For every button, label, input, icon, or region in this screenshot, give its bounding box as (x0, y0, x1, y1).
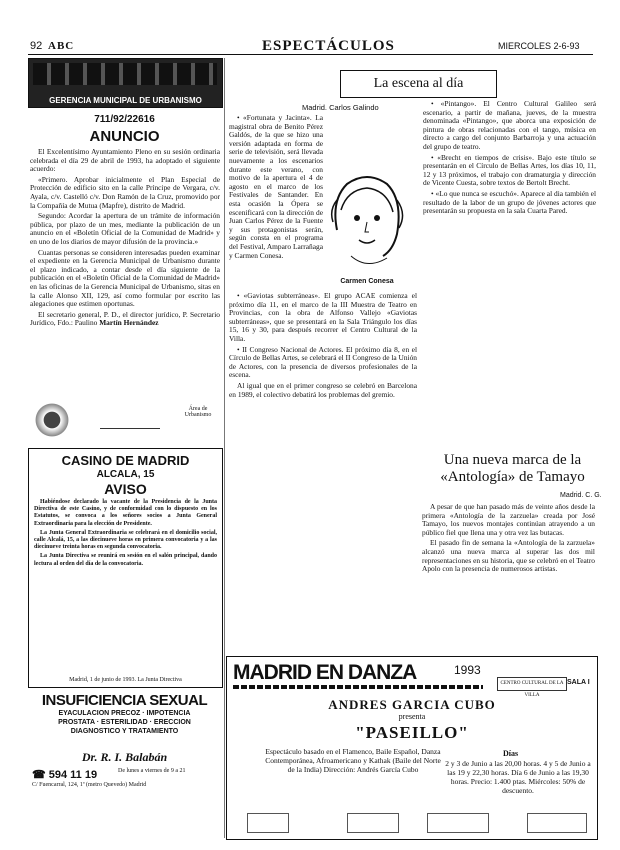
article-headline: La escena al día (340, 70, 497, 98)
seal-text: Área de Urbanismo (184, 406, 212, 418)
article-paragraph: • «Lo que nunca se escuchó». Aparece al dia también el resultado de la labor de un grupo de jóvenes actores que presentarán su propuesta en la sala Cuarta Pared. (423, 188, 596, 216)
announcement-reference: 711/92/22616 (94, 114, 155, 125)
clinic-hours: De lunes a viernes de 9 a 21 (118, 768, 186, 774)
festival-year: 1993 (454, 663, 481, 677)
performer-name: ANDRES GARCIA CUBO (328, 697, 496, 712)
presents-label: presenta (398, 712, 426, 721)
article-paragraph: • II Congreso Nacional de Actores. El próximo día 8, en el Círculo de Bellas Artes, se celebrará el II Congreso de la Unión de Actores, con la presencia de diversos profesionales de la escena. (229, 344, 417, 380)
article-paragraph: El pasado fin de semana la «Antología de la zarzuela» alcanzó una nueva marca al superar las dos mil representaciones en su historia, que se celebró en el Teatro Apolo con la presencia de numerosos artistas. (422, 538, 595, 574)
sponsor-logo-icon (247, 813, 289, 833)
article-paragraph: • «Brecht en tiempos de crisis». Bajo este título se presentarán en el Círculo de Bellas Artes, los días 10, 11, 12 y 13 próximos, el trabajo con dramaturgia y dirección de Vicente Cuesta, sobre textos de Bertolt Brecht. (423, 152, 596, 188)
secretary-text: El secretario general, P. D., el director jurídico, P. Secretario Jurídico, Fdo.: Paulino (30, 309, 220, 328)
announcement-paragraph: Segundo: Acordar la apertura de un trámite de información pública, por plazo de un mes, mediante la publicación de un anuncio en el «Boletín Oficial de la Comunidad de Madrid» y en uno de los diarios de mayor difusión de la provincia.» (30, 211, 220, 246)
page-number: 92 (30, 40, 43, 52)
urbanismo-caption: GERENCIA MUNICIPAL DE URBANISMO (49, 96, 202, 105)
casino-address: ALCALA, 15 (96, 469, 155, 480)
article-byline: Madrid. Carlos Galindo (302, 103, 379, 112)
casino-subtitle: AVISO (104, 481, 147, 497)
clinic-phone: ☎ 594 11 19 (32, 769, 98, 781)
venue-hall: SALA I (567, 679, 590, 686)
casino-paragraph: La Junta Directiva se reunirá en sesión en el salón principal, dando lectura al orden del día de la convocatoria. (34, 553, 217, 567)
article-paragraph: • «Fortunata y Jacinta». La magistral obra de Benito Pérez Galdós, de la que se hizo una versión adaptada en forma de serie de televisión, será llevada nuevamente a los escenarios durante este verano, con motivo de la apertura el 4 de agosto en el marco de los Festivales de Santander. En esta ocasión la Ópera se escenificará con la dirección de Juan Carlos Pérez de la Fuente y sus protagonistas serán, según consta en el programa del Festival, Amparo Larrañaga y Carmen Conesa. (229, 113, 323, 260)
festival-name: MADRID EN DANZA (233, 661, 417, 684)
column-divider (224, 58, 225, 838)
city-seal-icon (34, 400, 70, 440)
clinic-subtitle: DIAGNOSTICO Y TRATAMIENTO (70, 728, 179, 735)
article-paragraph: Al igual que en el primer congreso se celebró en Barcelona en 1989, el colectivo debatirá los problemas del gremio. (229, 380, 417, 399)
second-article-byline: Madrid. C. G. (560, 492, 602, 499)
sponsor-logo-icon (527, 813, 587, 833)
handwritten-signature (100, 408, 160, 429)
announcement-title: ANUNCIO (89, 128, 160, 145)
madrid-danza-ad (226, 656, 598, 840)
show-description: Espectáculo basado en el Flamenco, Baile Español, Danza Contemporánea, Afroamericano y Kathak (Baile del Norte de la India) Dirección: Andrés García Cubo (265, 747, 441, 774)
article-paragraph: • «Gaviotas subterráneas». El grupo ACAE comienza el próximo día 11, en el marco de la III Muestra de Teatro en Provincias, con la obra de Alfonso Vallejo «Gaviotas subterráneas», que se presentará en la Sala Triángulo los días 15, 16 y 30, para después recorrer el Centro Cultural de la Villa. (229, 291, 417, 343)
signature-seal (30, 398, 220, 444)
second-article-headline: Una nueva marca de la «Antología» de Tamayo (440, 452, 585, 485)
clinic-subtitle: PROSTATA · ESTERILIDAD · ERECCION (58, 719, 191, 726)
second-article-body (422, 503, 595, 576)
announcement-paragraph: Cuantas personas se consideren interesadas pueden examinar el expediente en la Gerencia Municipal de Urbanismo durante el plazo indicado, a contar desde el día siguiente de la publicación en el «Boletín Oficial de la Comunidad de Madrid» en las oficinas de la Gerencia Municipal de Urbanismo, sitas en la calle Alonso XII, 129, así como formular por escrito las alegaciones que estimen oportunas. (30, 247, 220, 309)
clinic-title: INSUFICIENCIA SEXUAL (41, 692, 208, 709)
casino-paragraph: Habiéndose declarado la vacante de la Presidencia de la Junta Directiva de este Casino, y de conformidad con lo dispuesto en los Estatutos, se convoca a los señores socios a Junta General Extraordinaria para la elección de Presidente. (34, 499, 217, 527)
announcement-paragraph (30, 311, 220, 328)
announcement-paragraph: El Excelentísimo Ayuntamiento Pleno en su sesión ordinaria celebrada el día 29 de abril de 1993, ha adoptado el siguiente acuerdo: (30, 147, 220, 174)
sponsor-logo-icon (347, 813, 399, 833)
signer-name: Martín Hernández (99, 318, 159, 328)
casino-paragraph: La Junta General Extraordinaria se celebrará en el domicilio social, calle Alcalá, 15, a las diecinueve horas en primera convocatoria y a las diecinueve treinta horas en segunda convocatoria. (34, 529, 217, 551)
article-column-narrow (229, 114, 323, 262)
show-title: "PASEILLO" (355, 723, 469, 742)
caricature-caption: Carmen Conesa (340, 278, 394, 285)
article-paragraph: • «Pintango». El Centro Cultural Galileo será escenario, a partir de mañana, jueves, de la muestra denominada «Pintango», que aborca una exposición de pintura de obras relacionadas con el tango, música en directo a cargo del conjunto Barbarroja y una actuación del grupo de teatro. (423, 99, 596, 151)
article-column-mid (229, 292, 417, 401)
clinic-address: C/ Fuencarral, 124, 1ª (metro Quevedo) Madrid (32, 782, 147, 788)
article-paragraph: A pesar de que han pasado más de veinte años desde la primera «Antología de la zarzuela» creada por José Tamayo, los nuevos montajes continúan atrayendo a un público fiel que llena una y otra vez las butacas. (422, 502, 595, 537)
urbanismo-logo-ad (28, 58, 223, 108)
carmen-conesa-caricature (327, 170, 407, 276)
announcement-body (30, 148, 220, 330)
header-rule (28, 54, 593, 55)
show-schedule: 2 y 3 de Junio a las 20,00 horas. 4 y 5 de Junio a las 19 y 22,30 horas. Día 6 de Junio a las 19,30 horas. Precio: 1.400 ptas. Miércoles: 50% de descuento. (445, 759, 591, 795)
section-title: ESPECTÁCULOS (262, 38, 395, 54)
announcement-paragraph: «Primero. Aprobar inicialmente el Plan Especial de Protección de edificio sito en la calle Príncipe de Vergara, c/v. Ayala, c/v. Castelló c/v. Don Ramón de la Cruz, promovido por la Compañía de Mutua (Mapfre), distrito de Madrid. (30, 174, 220, 210)
sponsor-logo-icon (427, 813, 489, 833)
clinic-phone-number: 594 11 19 (48, 769, 98, 781)
casino-body (34, 499, 217, 570)
venue-name: CENTRO CULTURAL DE LA VILLA (497, 677, 567, 691)
clinic-doctor: Dr. R. I. Balabán (81, 750, 168, 764)
urbanismo-logo (33, 63, 217, 85)
casino-notice (28, 448, 223, 688)
article-column-right (423, 100, 596, 218)
sponsor-logos (247, 813, 587, 833)
newspaper-name: ABC (48, 40, 75, 52)
clinic-subtitle: EYACULACION PRECOZ · IMPOTENCIA (58, 710, 191, 717)
casino-title: CASINO DE MADRID (61, 453, 190, 468)
decorative-strip (233, 685, 483, 689)
casino-closing: Madrid, 1 de junio de 1993. La Junta Directiva (69, 677, 182, 683)
issue-date: MIERCOLES 2-6-93 (498, 41, 580, 51)
schedule-label: Días (503, 749, 519, 758)
clinic-ad (28, 690, 221, 840)
